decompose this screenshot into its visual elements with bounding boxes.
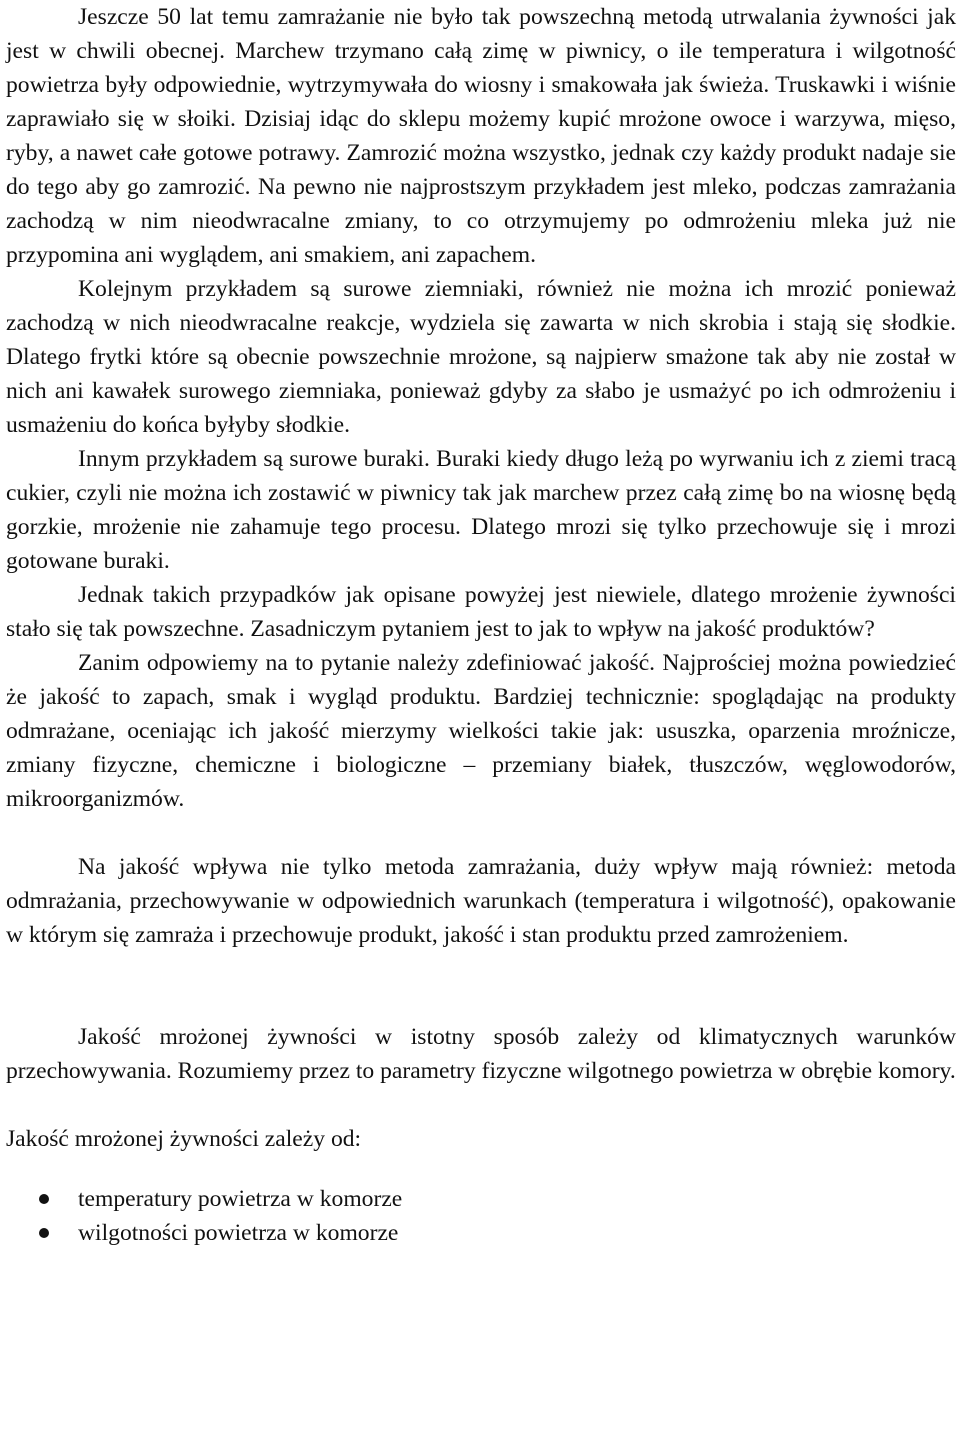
- paragraph-quality-factors: Na jakość wpływa nie tylko metoda zamrażania, duży wpływ mają również: metoda odmrażania, przechowywanie w odpowiednich warunkach (temperatura i wilgotność), opakowanie w którym się zamraża i przechowuje produkt, jakość i stan produktu przed zamrożeniem.: [6, 854, 956, 948]
- paragraph-beets: Innym przykładem są surowe buraki. Buraki kiedy długo leżą po wyrwaniu ich z ziemi tracą cukier, czyli nie można ich zostawić w piwnicy tak jak marchew przez całą zimę bo na wiosnę będą gorzkie, mrożenie nie zahamuje tego procesu. Dlatego mrozi się tylko przechowuje się i mrozi gotowane buraki.: [6, 446, 956, 574]
- document-page: [6, 0, 956, 1250]
- bullet-icon: [39, 1194, 49, 1204]
- paragraph-potatoes: Kolejnym przykładem są surowe ziemniaki, również nie można ich mrozić ponieważ zachodzą w nich nieodwracalne reakcje, wydziela się zawarta w nich skrobia i stają się słodkie. Dlatego frytki które są obecnie powszechnie mrożone, są najpierw smażone tak aby nie został w nich ani kawałek surowego ziemniaka, ponieważ gdyby za słabo je usmażyć po ich odmrożeniu i usmażeniu do końca byłyby słodkie.: [6, 276, 956, 438]
- list-item: [6, 1182, 956, 1216]
- paragraph-list-intro: Jakość mrożonej żywności zależy od:: [6, 1126, 362, 1152]
- bullet-list: [6, 1182, 956, 1250]
- paragraph-quality-definition: Zanim odpowiemy na to pytanie należy zdefiniować jakość. Najprościej można powiedzieć że jakość to zapach, smak i wygląd produktu. Bardziej technicznie: spoglądając na produkty odmrażane, oceniając ich jakość mierzymy wielkości takie jak: ususzka, oparzenia mroźnicze, zmiany fizyczne, chemiczne i biologiczne – przemiany białek, tłuszczów, węglowodorów, mikroorganizmów.: [6, 650, 956, 812]
- paragraph-frozen-history: Jeszcze 50 lat temu zamrażanie nie było tak powszechną metodą utrwalania żywności jak jest w chwili obecnej. Marchew trzymano całą zimę w piwnicy, o ile temperatura i wilgotność powietrza były odpowiednie, wytrzymywała do wiosny i smakowała jak świeża. Truskawki i wiśnie zaprawiało się w słoiki. Dzisiaj idąc do sklepu możemy kupić mrożone owoce i warzywa, mięso, ryby, a nawet całe gotowe potrawy. Zamrozić można wszystko, jednak czy każdy produkt nadaje sie do tego aby go zamrozić. Na pewno nie najprostszym przykładem jest mleko, podczas zamrażania zachodzą w nim nieodwracalne zmiany, to co otrzymujemy po odmrożeniu mleka już nie przypomina ani wyglądem, ani smakiem, ani zapachem.: [6, 4, 956, 268]
- list-item-text: temperatury powietrza w komorze: [78, 1186, 403, 1212]
- paragraph-question: Jednak takich przypadków jak opisane powyżej jest niewiele, dlatego mrożenie żywności stało się tak powszechne. Zasadniczym pytaniem jest to jak to wpływ na jakość produktów?: [6, 582, 956, 642]
- paragraph-storage-conditions: Jakość mrożonej żywności w istotny sposób zależy od klimatycznych warunków przechowywania. Rozumiemy przez to parametry fizyczne wilgotnego powietrza w obrębie komory.: [6, 1024, 956, 1084]
- list-item: [6, 1216, 956, 1250]
- bullet-icon: [39, 1228, 49, 1238]
- list-item-text: wilgotności powietrza w komorze: [78, 1220, 399, 1246]
